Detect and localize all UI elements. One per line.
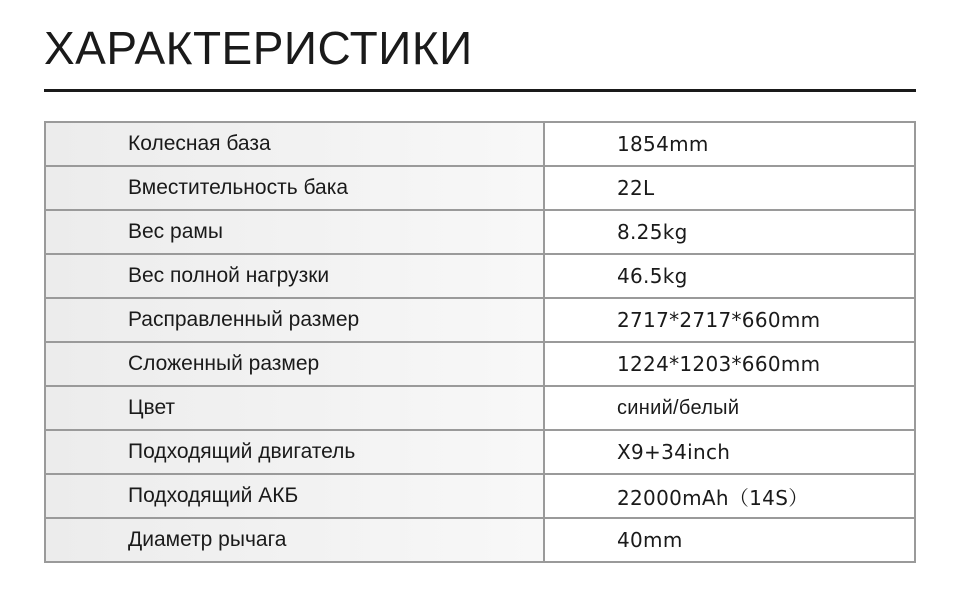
- spec-label: Диаметр рычага: [45, 518, 544, 562]
- spec-label: Цвет: [45, 386, 544, 430]
- spec-row: [45, 386, 915, 430]
- spec-value: 2717*2717*660mm: [544, 298, 915, 342]
- spec-label: Вместительность бака: [45, 166, 544, 210]
- spec-label: Сложенный размер: [45, 342, 544, 386]
- spec-value: 22L: [544, 166, 915, 210]
- spec-value: синий/белый: [544, 386, 915, 430]
- spec-row: [45, 430, 915, 474]
- spec-row: [45, 166, 915, 210]
- spec-label: Подходящий двигатель: [45, 430, 544, 474]
- spec-label: Колесная база: [45, 122, 544, 166]
- spec-row: [45, 474, 915, 518]
- spec-value: 40mm: [544, 518, 915, 562]
- spec-value: X9+34inch: [544, 430, 915, 474]
- specifications-table: [44, 121, 916, 563]
- spec-row: [45, 122, 915, 166]
- spec-label: Подходящий АКБ: [45, 474, 544, 518]
- spec-value: 22000mAh（14S）: [544, 474, 915, 518]
- page-title: ХАРАКТЕРИСТИКИ: [44, 22, 473, 74]
- spec-value: 8.25kg: [544, 210, 915, 254]
- spec-label: Вес полной нагрузки: [45, 254, 544, 298]
- spec-label: Расправленный размер: [45, 298, 544, 342]
- spec-row: [45, 518, 915, 562]
- spec-row: [45, 342, 915, 386]
- spec-value: 1854mm: [544, 122, 915, 166]
- spec-value: 46.5kg: [544, 254, 915, 298]
- spec-label: Вес рамы: [45, 210, 544, 254]
- title-divider: [44, 89, 916, 92]
- spec-row: [45, 254, 915, 298]
- spec-row: [45, 210, 915, 254]
- spec-value: 1224*1203*660mm: [544, 342, 915, 386]
- spec-row: [45, 298, 915, 342]
